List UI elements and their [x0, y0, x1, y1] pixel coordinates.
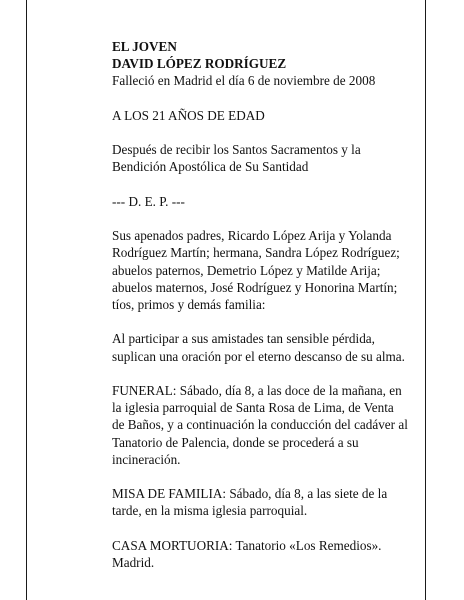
family-mass-line: MISA DE FAMILIA: Sábado, día 8, a las siete de la — [112, 486, 388, 502]
spacer — [112, 468, 422, 485]
funeral-home-line: Madrid. — [112, 554, 155, 570]
family-line: Sus apenados padres, Ricardo López Arija y Yolanda — [112, 228, 392, 244]
name-prefix: EL JOVEN — [112, 39, 177, 54]
sacraments-line: Después de recibir los Santos Sacramentos y la — [112, 142, 361, 158]
spacer — [112, 520, 422, 537]
family-line: abuelos maternos, José Rodríguez y Honorina Martín; — [112, 279, 398, 295]
spacer — [112, 210, 422, 227]
funeral-home-line: CASA MORTUORIA: Tanatorio «Los Remedios». — [112, 537, 382, 553]
spacer — [112, 313, 422, 330]
funeral-line: incineración. — [112, 451, 181, 467]
family-line: tíos, primos y demás familia: — [112, 296, 266, 312]
death-notice — [112, 38, 422, 571]
family-line: abuelos paternos, Demetrio López y Matilde Arija; — [112, 262, 381, 278]
age-line: A LOS 21 AÑOS DE EDAD — [112, 107, 265, 123]
deceased-name: DAVID LÓPEZ RODRÍGUEZ — [112, 56, 287, 72]
family-mass-line: tarde, en la misma iglesia parroquial. — [112, 503, 308, 519]
spacer — [112, 365, 422, 382]
death-line: Falleció en Madrid el día 6 de noviembre de 2008 — [112, 73, 376, 89]
funeral-line: la iglesia parroquial de Santa Rosa de Lima, de Venta — [112, 400, 394, 416]
funeral-line: FUNERAL: Sábado, día 8, a las doce de la mañana, en — [112, 382, 402, 398]
funeral-line: Tanatorio de Palencia, donde se procederá a su — [112, 434, 359, 450]
spacer — [112, 124, 422, 141]
family-line: Rodríguez Martín; hermana, Sandra López Rodríguez; — [112, 245, 400, 261]
request-line: Al participar a sus amistades tan sensible pérdida, — [112, 331, 375, 347]
sacraments-line: Bendición Apostólica de Su Santidad — [112, 159, 309, 175]
funeral-line: de Baños, y a continuación la conducción del cadáver al — [112, 417, 408, 433]
rip-line: --- D. E. P. --- — [112, 193, 185, 209]
spacer — [112, 90, 422, 107]
spacer — [112, 176, 422, 193]
request-line: suplican una oración por el eterno descanso de su alma. — [112, 348, 405, 364]
